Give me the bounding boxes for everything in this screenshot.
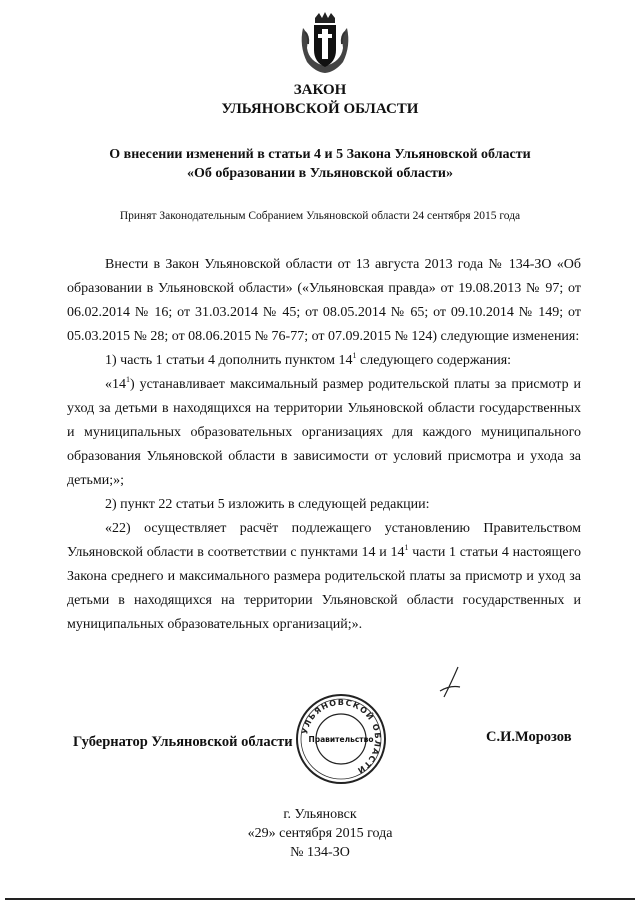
region-name: УЛЬЯНОВСКОЙ ОБЛАСТИ: [221, 101, 419, 117]
seal-center-text: Правительство: [308, 735, 374, 744]
seal-ring-text: УЛЬЯНОВСКОЙ ОБЛАСТИ: [300, 697, 383, 776]
page-bottom-border: [5, 898, 635, 900]
footer-number: № 134-ЗО: [290, 845, 350, 860]
adoption-note: Принят Законодательным Собранием Ульяновской области 24 сентября 2015 года: [119, 210, 521, 222]
law-body: [67, 253, 581, 637]
amendment-item-1-text: «$14^1$) устанавливает максимальный размер родительской платы за присмотр и уход за детьми в находящихся на территории Ульяновской области государственных и муниципальных образовательных организациях для каждого муниципального образования Ульяновской области в зависимости от условий присмотра и ухода за детьми;»;: [67, 375, 581, 488]
signatory-name: С.И.Морозов: [486, 729, 572, 745]
amendment-item-1: 1) часть 1 статьи 4 дополнить пунктом $14^1$ следующего содержания:: [105, 351, 512, 368]
amendment-item-2: 2) пункт 22 статьи 5 изложить в следующей редакции:: [105, 497, 430, 512]
law-subject-line-2: «Об образовании в Ульяновской области»: [187, 166, 453, 181]
footer-date: «29» сентября 2015 года: [247, 826, 393, 841]
signatory-position: Губернатор Ульяновской области: [73, 734, 293, 750]
coat-of-arms-icon: [297, 12, 353, 74]
official-seal-stamp: [295, 693, 387, 785]
handwritten-signature: [430, 663, 470, 703]
law-subject-line-1: О внесении изменений в статьи 4 и 5 Закона Ульяновской области: [109, 147, 531, 162]
intro-paragraph: Внести в Закон Ульяновской области от 13 августа 2013 года № 134-ЗО «Об образовании в Ульяновской области» («Ульяновская правда» от 19.08.2013 № 97; от 06.02.2014 № 16; от 31.03.2014 № 45; от 08.05.2014 № 65; от 09.10.2014 № 149; от 05.03.2015 № 28; от 08.06.2015 № 76-77; от 07.09.2015 № 124) следующие изменения:: [67, 257, 581, 344]
footer-city: г. Ульяновск: [283, 807, 357, 822]
amendment-item-2-text: «22) осуществляет расчёт подлежащего установлению Правительством Ульяновской области в соответствии с пунктами 14 и $14^1$ части 1 статьи 4 настоящего Закона среднего и максимального размера родительской платы за присмотр и уход за детьми в находящихся на территории Ульяновской области государственных и муниципальных образовательных организаций;».: [67, 521, 582, 632]
document-type: ЗАКОН: [293, 82, 347, 98]
